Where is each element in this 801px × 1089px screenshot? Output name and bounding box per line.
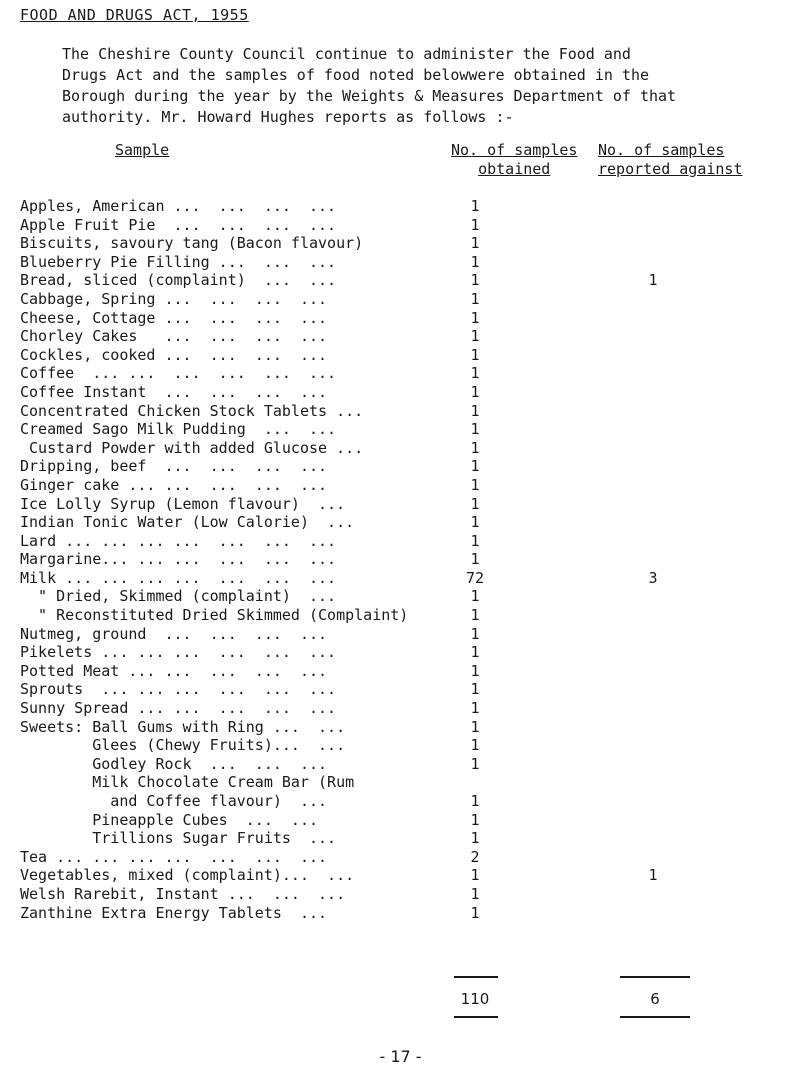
table-row — [20, 718, 780, 737]
samples-obtained: 2 — [470, 847, 480, 866]
samples-obtained: 1 — [470, 215, 480, 234]
totals-row — [20, 976, 780, 1026]
table-row — [20, 457, 780, 476]
sample-name: Sprouts ... ... ... ... ... ... — [20, 680, 337, 699]
table-row — [20, 904, 780, 923]
samples-obtained: 1 — [470, 401, 480, 420]
table-row — [20, 290, 780, 309]
sample-name: Welsh Rarebit, Instant ... ... ... — [20, 884, 346, 903]
sample-name: Bread, sliced (complaint) ... ... — [20, 271, 337, 290]
table-row — [20, 402, 780, 421]
column-header-reported — [598, 141, 743, 179]
samples-obtained: 1 — [470, 197, 480, 215]
sample-name: Ice Lolly Syrup (Lemon flavour) ... — [20, 494, 346, 513]
sample-name: Milk ... ... ... ... ... ... ... — [20, 568, 337, 587]
table-row — [20, 346, 780, 365]
table-row — [20, 309, 780, 328]
sample-name: " Dried, Skimmed (complaint) ... — [20, 587, 337, 606]
table-row — [20, 383, 780, 402]
samples-obtained: 1 — [470, 308, 480, 327]
samples-obtained: 1 — [470, 643, 480, 662]
samples-reported: 1 — [648, 866, 658, 885]
samples-obtained: 1 — [470, 903, 480, 922]
samples-obtained: 1 — [470, 457, 480, 476]
table-row — [20, 327, 780, 346]
sample-name: Cockles, cooked ... ... ... ... — [20, 345, 328, 364]
table-row — [20, 699, 780, 718]
table-row — [20, 234, 780, 253]
intro-paragraph — [62, 44, 782, 128]
sample-name: Custard Powder with added Glucose ... — [20, 438, 364, 457]
table-row — [20, 569, 780, 588]
samples-obtained: 1 — [470, 271, 480, 290]
table-row — [20, 848, 780, 867]
total-rule-top-obtained — [454, 976, 498, 978]
table-row — [20, 513, 780, 532]
samples-obtained: 1 — [470, 792, 480, 810]
samples-obtained: 1 — [470, 345, 480, 364]
sample-name: Margarine... ... ... ... ... ... — [20, 550, 337, 569]
samples-obtained: 1 — [470, 327, 480, 346]
sample-name: Sweets: Ball Gums with Ring ... ... — [20, 717, 346, 736]
table-row — [20, 420, 780, 439]
sample-name: Godley Rock ... ... ... — [20, 754, 328, 773]
samples-reported: 1 — [648, 271, 658, 290]
sample-name: Dripping, beef ... ... ... ... — [20, 457, 328, 476]
total-rule-bottom-obtained — [454, 1016, 498, 1018]
column-header-reported-line2: reported against — [598, 160, 743, 178]
sample-name: Pikelets ... ... ... ... ... ... — [20, 643, 337, 662]
table-row — [20, 476, 780, 495]
table-row — [20, 885, 780, 904]
column-header-sample-label: Sample — [115, 141, 170, 159]
sample-name: Zanthine Extra Energy Tablets ... — [20, 903, 328, 922]
table-row — [20, 680, 780, 699]
sample-name: Biscuits, savoury tang (Bacon flavour) — [20, 234, 364, 253]
table-row — [20, 197, 780, 216]
samples-obtained: 1 — [470, 420, 480, 439]
intro-line: Drugs Act and the samples of food noted belowwere obtained in the — [62, 66, 649, 84]
sample-name: Nutmeg, ground ... ... ... ... — [20, 624, 328, 643]
intro-line: Borough during the year by the Weights & Measures Department of that — [62, 87, 677, 105]
sample-name: Creamed Sago Milk Pudding ... ... — [20, 420, 337, 439]
sample-name: Trillions Sugar Fruits ... — [20, 829, 337, 848]
sample-name: Coffee Instant ... ... ... ... — [20, 382, 328, 401]
sample-name: Potted Meat ... ... ... ... ... — [20, 661, 328, 680]
samples-obtained: 1 — [470, 624, 480, 643]
samples-obtained: 1 — [470, 661, 480, 680]
samples-obtained: 1 — [470, 289, 480, 308]
samples-reported: 3 — [648, 568, 658, 587]
column-header-obtained — [451, 141, 577, 179]
total-reported: 6 — [650, 990, 660, 1008]
sample-name: Coffee ... ... ... ... ... ... — [20, 364, 337, 383]
sample-name: Pineapple Cubes ... ... — [20, 810, 319, 829]
table-row — [20, 216, 780, 235]
table-row — [20, 736, 780, 755]
total-rule-bottom-reported — [620, 1016, 690, 1018]
samples-obtained: 1 — [470, 494, 480, 513]
sample-name: Lard ... ... ... ... ... ... ... — [20, 531, 337, 550]
column-header-sample — [115, 141, 169, 160]
samples-obtained: 1 — [470, 550, 480, 569]
sample-name: Indian Tonic Water (Low Calorie) ... — [20, 513, 355, 532]
samples-obtained: 1 — [470, 754, 480, 773]
table-row — [20, 829, 780, 848]
samples-obtained: 1 — [470, 884, 480, 903]
samples-obtained: 72 — [465, 568, 485, 587]
samples-table — [20, 197, 780, 922]
sample-name: Tea ... ... ... ... ... ... ... — [20, 847, 328, 866]
table-row — [20, 662, 780, 681]
samples-obtained: 1 — [470, 866, 480, 885]
table-row — [20, 253, 780, 272]
samples-obtained: 1 — [470, 438, 480, 457]
table-row — [20, 495, 780, 514]
sample-name: Cheese, Cottage ... ... ... ... — [20, 308, 328, 327]
sample-name: Vegetables, mixed (complaint)... ... — [20, 866, 355, 885]
table-row — [20, 532, 780, 551]
sample-name: Chorley Cakes ... ... ... ... — [20, 327, 328, 346]
page-heading: FOOD AND DRUGS ACT, 1955 — [20, 6, 249, 24]
samples-obtained: 1 — [470, 531, 480, 550]
sample-name: Milk Chocolate Cream Bar (Rum — [20, 773, 355, 792]
sample-name: Glees (Chewy Fruits)... ... — [20, 736, 346, 755]
table-row — [20, 866, 780, 885]
sample-name: Apple Fruit Pie ... ... ... ... — [20, 215, 337, 234]
sample-name: Ginger cake ... ... ... ... ... — [20, 475, 328, 494]
table-row — [20, 643, 780, 662]
sample-name: Blueberry Pie Filling ... ... ... — [20, 252, 337, 271]
table-row — [20, 439, 780, 458]
intro-line: The Cheshire County Council continue to administer the Food and — [62, 45, 631, 63]
total-obtained: 110 — [460, 990, 490, 1008]
samples-obtained: 1 — [470, 829, 480, 848]
samples-obtained: 1 — [470, 252, 480, 271]
sample-name: Cabbage, Spring ... ... ... ... — [20, 289, 328, 308]
column-header-obtained-line2: obtained — [478, 160, 551, 178]
table-row — [20, 271, 780, 290]
sample-name: Apples, American ... ... ... ... — [20, 197, 337, 215]
table-row — [20, 606, 780, 625]
samples-obtained: 1 — [470, 699, 480, 718]
page-number: - 17 - — [379, 1047, 422, 1066]
samples-obtained: 1 — [470, 587, 480, 606]
table-row — [20, 550, 780, 569]
table-row — [20, 755, 780, 774]
table-row — [20, 811, 780, 830]
table-row — [20, 773, 780, 792]
table-row — [20, 625, 780, 644]
total-rule-top-reported — [620, 976, 690, 978]
samples-obtained: 1 — [470, 513, 480, 532]
samples-obtained: 1 — [470, 680, 480, 699]
samples-obtained: 1 — [470, 810, 480, 829]
table-row — [20, 364, 780, 383]
samples-obtained: 1 — [470, 717, 480, 736]
samples-obtained: 1 — [470, 234, 480, 253]
sample-name: Sunny Spread ... ... ... ... ... — [20, 699, 337, 718]
column-header-reported-line1: No. of samples — [598, 141, 725, 159]
samples-obtained: 1 — [470, 606, 480, 625]
samples-obtained: 1 — [470, 475, 480, 494]
column-header-obtained-line1: No. of samples — [451, 141, 578, 159]
table-row — [20, 792, 780, 811]
sample-name: and Coffee flavour) ... — [20, 792, 328, 810]
samples-obtained: 1 — [470, 736, 480, 755]
samples-obtained: 1 — [470, 382, 480, 401]
sample-name: " Reconstituted Dried Skimmed (Complaint) — [20, 606, 409, 625]
intro-line: authority. Mr. Howard Hughes reports as follows :- — [62, 108, 514, 126]
table-row — [20, 587, 780, 606]
samples-obtained: 1 — [470, 364, 480, 383]
sample-name: Concentrated Chicken Stock Tablets ... — [20, 401, 364, 420]
